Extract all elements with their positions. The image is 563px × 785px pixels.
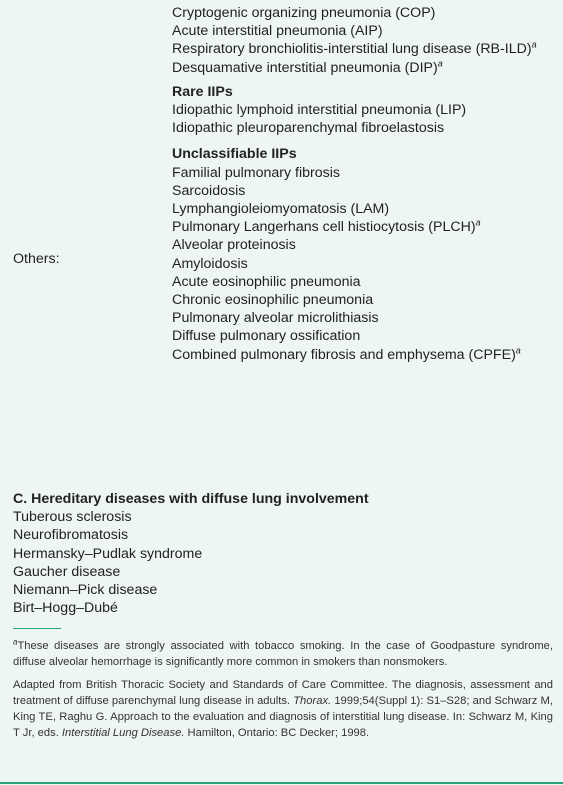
others-list xyxy=(172,164,552,364)
footnote-marker: a xyxy=(13,637,18,647)
list-item: Sarcoidosis xyxy=(172,182,246,199)
list-item: Pulmonary Langerhans cell histiocytosis (PLCH)$^a$ xyxy=(172,217,481,236)
list-item: Acute interstitial pneumonia (AIP) xyxy=(172,23,383,40)
list-item: Lymphangioleiomyomatosis (LAM) xyxy=(172,201,390,218)
list-item: Familial pulmonary fibrosis xyxy=(172,164,340,181)
footnote-divider xyxy=(13,628,61,629)
list-item: Gaucher disease xyxy=(13,563,121,580)
section-c xyxy=(13,490,553,617)
list-item: Diffuse pulmonary ossification xyxy=(172,328,361,345)
list-item: Chronic eosinophilic pneumonia xyxy=(172,292,374,309)
others-label: Others: xyxy=(13,251,60,267)
list-item: Alveolar proteinosis xyxy=(172,237,296,254)
list-item: Idiopathic lymphoid interstitial pneumonia (LIP) xyxy=(172,102,467,119)
list-item: Respiratory bronchiolitis-interstitial lung disease $(RB-ILD)^a$ xyxy=(172,39,537,58)
footnotes xyxy=(13,638,553,748)
list-item: Acute eosinophilic pneumonia xyxy=(172,273,361,290)
list-item: Neurofibromatosis xyxy=(13,527,129,544)
unclassifiable-iips-heading: Unclassifiable IIPs xyxy=(172,146,297,163)
footnote-marker: a xyxy=(531,39,537,50)
journal-title: Thorax. xyxy=(293,695,332,707)
list-item: Idiopathic pleuroparenchymal fibroelastosis xyxy=(172,120,445,137)
footnote-a: $^a$These diseases are strongly associated with tobacco smoking. In the case of Goodpasture syndrome, diffuse alveolar hemorrhage is significantly more common in smokers than nonsmokers. xyxy=(13,637,553,668)
bottom-divider xyxy=(0,782,563,784)
list-item: Pulmonary alveolar microlithiasis xyxy=(172,310,379,327)
list-item: Cryptogenic organizing pneumonia (COP) xyxy=(172,5,436,21)
rare-iips-heading: Rare IIPs xyxy=(172,83,233,100)
footnote-source: Adapted from British Thoracic Society and Standards of Care Committee. The diagnosis, assessment and treatment of diffuse parenchymal lung disease in adults. Thorax. 1999;54(Suppl 1): S1–S28; and Schwarz M, King TE, Raghu G. Approach to the evaluation and diagnosis of interstitial lung disease. In: Schwarz M, King T Jr, eds. Interstitial Lung Disease. Hamilton, Ontario: BC Decker; 1998. xyxy=(13,679,553,739)
book-title: Interstitial Lung Disease. xyxy=(61,727,185,739)
classification-column xyxy=(172,4,552,364)
iip-major-list xyxy=(172,4,552,77)
list-item: Hermansky–Pudlak syndrome xyxy=(13,545,203,562)
footnote-marker: a xyxy=(515,344,521,355)
list-item: Tuberous sclerosis xyxy=(13,509,132,526)
footnote-marker: a xyxy=(475,217,481,228)
list-item: Combined pulmonary fibrosis and emphysema (CPFE)$^a$ xyxy=(172,344,521,363)
section-c-heading: C. Hereditary diseases with diffuse lung involvement xyxy=(13,491,369,507)
list-item: Birt–Hogg–Dubé xyxy=(13,600,118,617)
list-item: Niemann–Pick disease xyxy=(13,582,158,599)
list-item: Desquamative interstitial pneumonia (DIP)$^a$ xyxy=(172,57,443,76)
list-item: Amyloidosis xyxy=(172,255,248,272)
footnote-marker: a xyxy=(437,57,443,68)
